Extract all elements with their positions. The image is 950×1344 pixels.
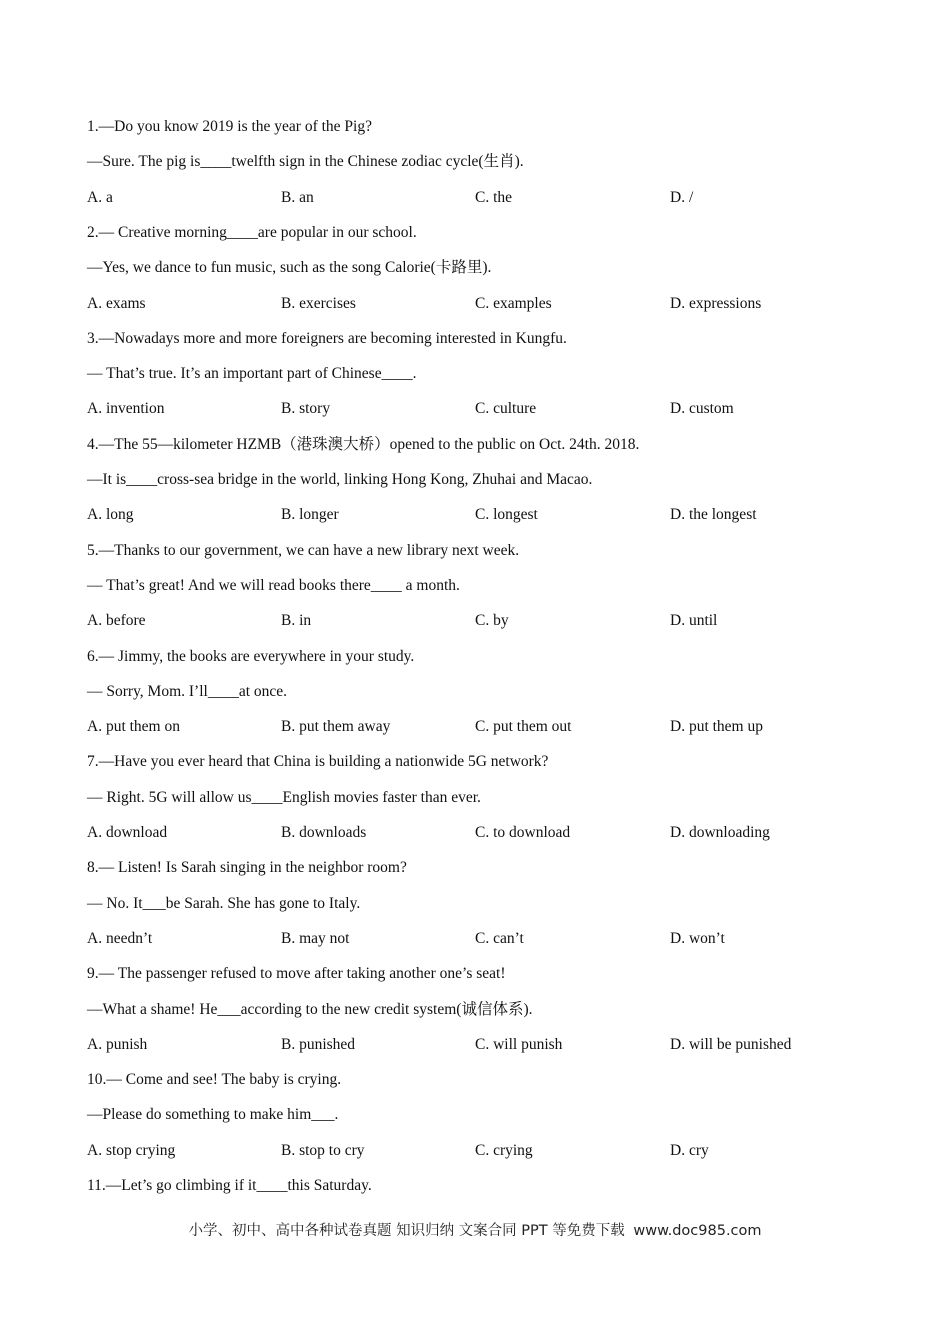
answer-option: A. punish bbox=[87, 1035, 148, 1053]
answer-option: B. exercises bbox=[281, 294, 356, 312]
question-stem: 6.— Jimmy, the books are everywhere in your study. bbox=[87, 647, 415, 665]
answer-option: C. will punish bbox=[475, 1035, 563, 1053]
question-stem: 8.— Listen! Is Sarah singing in the neighbor room? bbox=[87, 859, 407, 877]
question-reply: — That’s true. It’s an important part of Chinese____. bbox=[87, 365, 417, 383]
page-footer bbox=[0, 1219, 950, 1240]
answer-option: B. punished bbox=[281, 1035, 356, 1053]
question-reply: —Please do something to make him___. bbox=[87, 1106, 339, 1124]
answer-option: A. a bbox=[87, 188, 113, 206]
answer-option: A. before bbox=[87, 612, 146, 630]
answer-option: A. exams bbox=[87, 294, 146, 312]
question-reply: —It is____cross-sea bridge in the world, linking Hong Kong, Zhuhai and Macao. bbox=[87, 471, 593, 488]
question-stem: 4.—The 55—kilometer HZMB（港珠澳大桥）opened to the public on Oct. 24th. 2018. bbox=[87, 435, 640, 453]
question-stem: 11.—Let’s go climbing if it____this Saturday. bbox=[87, 1177, 372, 1194]
answer-option: B. an bbox=[281, 188, 314, 206]
answer-option: D. downloading bbox=[670, 824, 770, 841]
answer-option: C. culture bbox=[475, 400, 537, 418]
question-reply: —What a shame! He___according to the new credit system(诚信体系). bbox=[87, 1000, 533, 1018]
answer-option: A. invention bbox=[87, 400, 165, 418]
answer-option: C. to download bbox=[475, 824, 571, 841]
answer-option: C. longest bbox=[475, 506, 538, 524]
answer-option: B. stop to cry bbox=[281, 1141, 365, 1159]
question-reply: — Sorry, Mom. I’ll____at once. bbox=[87, 682, 288, 700]
answer-option: B. story bbox=[281, 400, 331, 418]
question-stem: 2.— Creative morning____are popular in our school. bbox=[87, 223, 417, 241]
question-reply: — That’s great! And we will read books there____ a month. bbox=[87, 576, 460, 594]
question-stem: 5.—Thanks to our government, we can have a new library next week. bbox=[87, 541, 520, 559]
answer-option: A. stop crying bbox=[87, 1141, 176, 1159]
footer-url: www.doc985.com bbox=[633, 1223, 762, 1239]
answer-option: C. examples bbox=[475, 294, 552, 312]
question-reply: — Right. 5G will allow us____English movies faster than ever. bbox=[87, 788, 481, 806]
question-stem: 1.—Do you know 2019 is the year of the Pig? bbox=[87, 118, 372, 135]
question-reply: —Yes, we dance to fun music, such as the song Calorie(卡路里). bbox=[87, 259, 492, 277]
answer-option: B. put them away bbox=[281, 718, 391, 736]
answer-option: A. download bbox=[87, 824, 168, 841]
answer-option: D. put them up bbox=[670, 718, 763, 736]
answer-option: B. in bbox=[281, 612, 312, 630]
answer-option: D. won’t bbox=[670, 929, 725, 947]
answer-option: B. downloads bbox=[281, 824, 367, 841]
answer-option: C. by bbox=[475, 612, 509, 630]
answer-option: A. put them on bbox=[87, 718, 180, 736]
question-stem: 3.—Nowadays more and more foreigners are becoming interested in Kungfu. bbox=[87, 329, 567, 347]
answer-option: C. crying bbox=[475, 1141, 533, 1159]
question-reply: —Sure. The pig is____twelfth sign in the Chinese zodiac cycle(生肖). bbox=[87, 153, 524, 171]
answer-option: A. needn’t bbox=[87, 929, 153, 947]
question-stem: 10.— Come and see! The baby is crying. bbox=[87, 1071, 342, 1089]
answer-option: C. can’t bbox=[475, 929, 524, 947]
answer-option: C. the bbox=[475, 188, 513, 206]
answer-option: B. longer bbox=[281, 506, 339, 524]
question-stem: 7.—Have you ever heard that China is building a nationwide 5G network? bbox=[87, 753, 549, 771]
answer-option: D. will be punished bbox=[670, 1035, 792, 1053]
answer-option: D. / bbox=[670, 188, 694, 206]
answer-option: D. custom bbox=[670, 400, 734, 418]
answer-option: B. may not bbox=[281, 929, 350, 947]
answer-option: D. until bbox=[670, 612, 718, 630]
answer-option: D. the longest bbox=[670, 506, 757, 524]
answer-option: C. put them out bbox=[475, 718, 572, 736]
footer-text: 小学、初中、高中各种试卷真题 知识归纳 文案合同 PPT 等免费下载 bbox=[188, 1223, 625, 1239]
answer-option: D. expressions bbox=[670, 294, 762, 312]
answer-option: D. cry bbox=[670, 1141, 709, 1159]
question-stem: 9.— The passenger refused to move after taking another one’s seat! bbox=[87, 965, 506, 983]
question-reply: — No. It___be Sarah. She has gone to Italy. bbox=[87, 894, 361, 912]
answer-option: A. long bbox=[87, 506, 134, 524]
